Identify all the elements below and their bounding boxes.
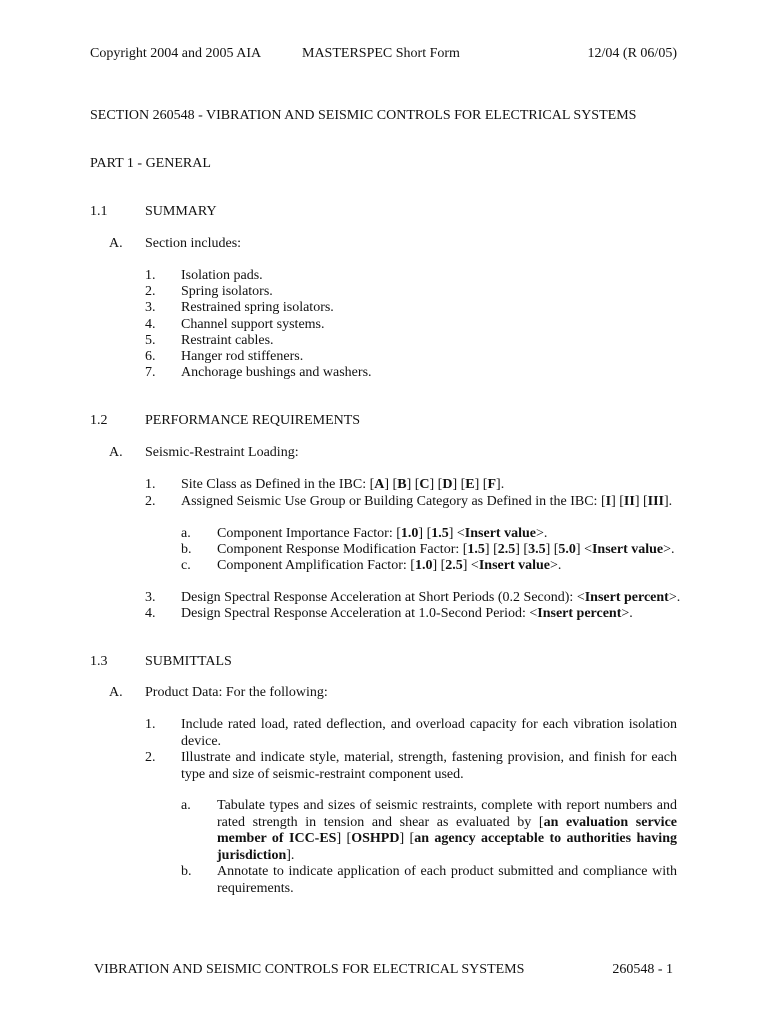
paragraph-letter: A. <box>109 236 123 251</box>
list-item-number: 6. <box>145 349 156 364</box>
list-item-number: 1. <box>145 477 156 492</box>
article-number: 1.3 <box>90 654 108 669</box>
section-title: SECTION 260548 - VIBRATION AND SEISMIC CONTROLS FOR ELECTRICAL SYSTEMS <box>90 108 637 123</box>
article-number: 1.2 <box>90 413 108 428</box>
list-item-number: 1. <box>145 268 156 283</box>
sub-item-letter: b. <box>181 542 192 557</box>
site-class-item: Site Class as Defined in the IBC: [A] [B] [C] [D] [E] [F]. <box>181 477 505 492</box>
list-item: Hanger rod stiffeners. <box>181 349 304 364</box>
list-item: Isolation pads. <box>181 268 263 283</box>
article-title: SUMMARY <box>145 204 217 219</box>
article-title: SUBMITTALS <box>145 654 232 669</box>
page-number: 260548 - 1 <box>612 962 673 977</box>
list-item-number: 3. <box>145 300 156 315</box>
paragraph-letter: A. <box>109 685 123 700</box>
list-item: Include rated load, rated deflection, and overload capacity for each vibration isolation device. <box>181 717 677 749</box>
sub-item-letter: a. <box>181 798 191 813</box>
list-item: Anchorage bushings and washers. <box>181 365 372 380</box>
list-item-number: 3. <box>145 590 156 605</box>
list-item-number: 4. <box>145 317 156 332</box>
sub-item-letter: a. <box>181 526 191 541</box>
list-item: Channel support systems. <box>181 317 325 332</box>
list-item: Illustrate and indicate style, material, strength, fastening provision, and finish for each type and size of seismic-restraint component used. <box>181 750 677 782</box>
article-number: 1.1 <box>90 204 108 219</box>
list-item-number: 2. <box>145 750 156 765</box>
list-item-number: 7. <box>145 365 156 380</box>
list-item-number: 4. <box>145 606 156 621</box>
article-title: PERFORMANCE REQUIREMENTS <box>145 413 361 428</box>
list-item-number: 5. <box>145 333 156 348</box>
list-item-number: 2. <box>145 284 156 299</box>
seismic-use-group-item: Assigned Seismic Use Group or Building Category as Defined in the IBC: [I] [II] [III]. <box>181 494 673 509</box>
header-date: 12/04 (R 06/05) <box>587 46 677 61</box>
response-modification-item: Component Response Modification Factor: [1.5] [2.5] [3.5] [5.0] <Insert value>. <box>217 542 675 557</box>
paragraph-text: Section includes: <box>145 236 242 251</box>
sub-item-letter: c. <box>181 558 191 573</box>
paragraph-text: Seismic-Restraint Loading: <box>145 445 299 460</box>
short-period-item: Design Spectral Response Acceleration at Short Periods (0.2 Second): <Insert percent>. <box>181 590 681 605</box>
list-item: Spring isolators. <box>181 284 273 299</box>
one-second-period-item: Design Spectral Response Acceleration at 1.0-Second Period: <Insert percent>. <box>181 606 633 621</box>
list-item: Annotate to indicate application of each product submitted and compliance with requirements. <box>217 864 677 896</box>
paragraph-text: Product Data: For the following: <box>145 685 328 700</box>
header-copyright: Copyright 2004 and 2005 AIA <box>90 46 262 61</box>
sub-item-letter: b. <box>181 864 192 879</box>
header-form: MASTERSPEC Short Form <box>302 46 460 61</box>
part-title: PART 1 - GENERAL <box>90 156 211 171</box>
list-item-number: 1. <box>145 717 156 732</box>
list-item: Restraint cables. <box>181 333 274 348</box>
seismic-restraints-item: Tabulate types and sizes of seismic restraints, complete with report numbers and rated strength in tension and shear as evaluated by [an evaluation service member of ICC-ES] [OSHPD] [an agency acceptable to authorities having jurisdiction]. <box>217 798 677 863</box>
importance-factor-item: Component Importance Factor: [1.0] [1.5] <Insert value>. <box>217 526 548 541</box>
footer-title: VIBRATION AND SEISMIC CONTROLS FOR ELECTRICAL SYSTEMS <box>94 962 525 977</box>
paragraph-letter: A. <box>109 445 123 460</box>
list-item-number: 2. <box>145 494 156 509</box>
amplification-factor-item: Component Amplification Factor: [1.0] [2.5] <Insert value>. <box>217 558 562 573</box>
list-item: Restrained spring isolators. <box>181 300 334 315</box>
